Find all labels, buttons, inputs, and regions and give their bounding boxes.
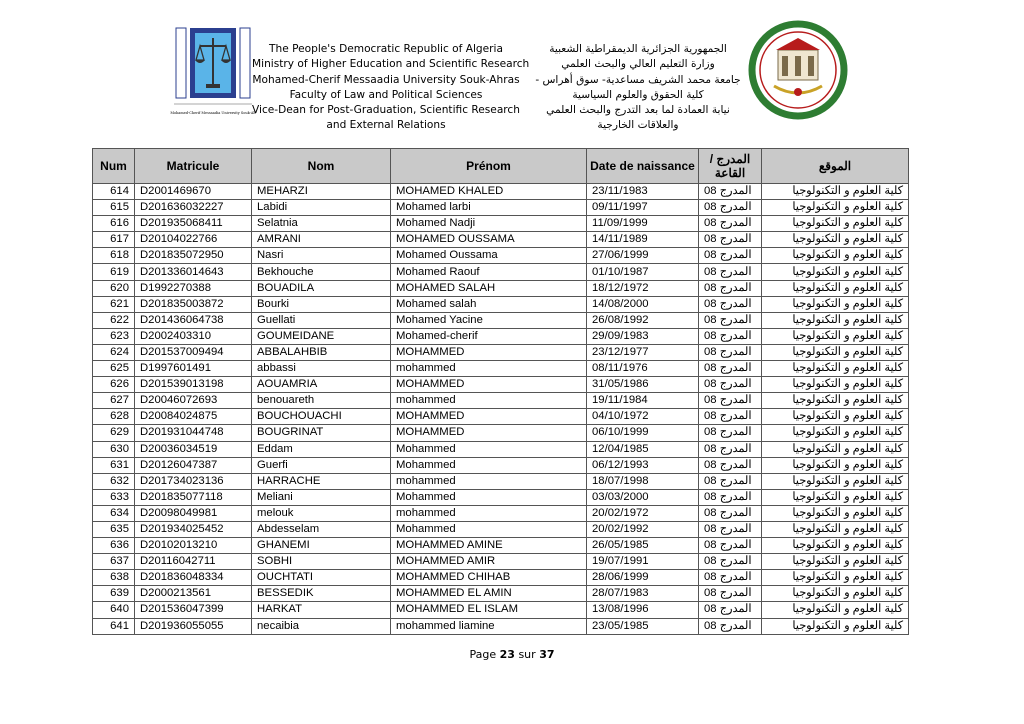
- header-ar-line: وزارة التعليم العالي والبحث العلمي: [561, 58, 715, 71]
- hall-cell: المدرج 08: [699, 489, 762, 505]
- table-row: [93, 473, 909, 489]
- current-page-number: 23: [499, 648, 515, 661]
- nom-cell: BOUADILA: [252, 280, 391, 296]
- prenom-cell: MOHAMED KHALED: [391, 184, 587, 200]
- header-en-line: Ministry of Higher Education and Scientific Research: [252, 58, 530, 71]
- matricule-cell: D201836048334: [135, 570, 252, 586]
- row-number-cell: 634: [93, 505, 135, 521]
- date-of-birth-cell: 14/11/1989: [587, 232, 699, 248]
- nom-cell: melouk: [252, 505, 391, 521]
- prenom-cell: MOHAMMED: [391, 425, 587, 441]
- date-of-birth-cell: 09/11/1997: [587, 200, 699, 216]
- prenom-cell: Mohammed: [391, 457, 587, 473]
- prenom-cell: MOHAMED OUSSAMA: [391, 232, 587, 248]
- prenom-cell: Mohamed Yacine: [391, 312, 587, 328]
- signature-cell: كلية العلوم و التكنولوجيا: [762, 457, 909, 473]
- table-row: [93, 248, 909, 264]
- hall-cell: المدرج 08: [699, 521, 762, 537]
- matricule-cell: D201636032227: [135, 200, 252, 216]
- table-row: [93, 505, 909, 521]
- prenom-cell: MOHAMMED: [391, 377, 587, 393]
- date-of-birth-cell: 18/12/1972: [587, 280, 699, 296]
- matricule-cell: D201935068411: [135, 216, 252, 232]
- header-en-line: Vice-Dean for Post-Graduation, Scientific Research: [252, 104, 520, 117]
- prenom-cell: MOHAMMED CHIHAB: [391, 570, 587, 586]
- table-body: [93, 184, 909, 635]
- header-en-line: Mohamed-Cherif Messaadia University Souk-Ahras: [252, 73, 520, 86]
- matricule-cell: D2000213561: [135, 586, 252, 602]
- prenom-cell: Mohamed larbi: [391, 200, 587, 216]
- nom-cell: Nasri: [252, 248, 391, 264]
- nom-cell: Labidi: [252, 200, 391, 216]
- matricule-cell: D1992270388: [135, 280, 252, 296]
- nom-cell: Selatnia: [252, 216, 391, 232]
- row-number-cell: 638: [93, 570, 135, 586]
- table-row: [93, 457, 909, 473]
- table-row: [93, 393, 909, 409]
- hall-cell: المدرج 08: [699, 344, 762, 360]
- signature-cell: كلية العلوم و التكنولوجيا: [762, 312, 909, 328]
- table-row: [93, 377, 909, 393]
- date-of-birth-cell: 11/09/1999: [587, 216, 699, 232]
- header-ar-line: كلية الحقوق والعلوم السياسية: [572, 88, 704, 101]
- date-of-birth-cell: 28/06/1999: [587, 570, 699, 586]
- row-number-cell: 621: [93, 296, 135, 312]
- table-row: [93, 489, 909, 505]
- signature-cell: كلية العلوم و التكنولوجيا: [762, 200, 909, 216]
- university-logo-caption: Mohamed-Cherif Messaadia University Souk-Ah: [170, 111, 256, 115]
- table-row: [93, 602, 909, 618]
- nom-cell: Abdesselam: [252, 521, 391, 537]
- header-english: [252, 42, 530, 134]
- row-number-cell: 641: [93, 618, 135, 634]
- hall-cell: المدرج 08: [699, 554, 762, 570]
- date-of-birth-cell: 23/12/1977: [587, 344, 699, 360]
- prenom-cell: Mohammed: [391, 489, 587, 505]
- table-row: [93, 328, 909, 344]
- date-of-birth-cell: 12/04/1985: [587, 441, 699, 457]
- nom-cell: Meliani: [252, 489, 391, 505]
- matricule-cell: D201536047399: [135, 602, 252, 618]
- header-en-line: and External Relations: [326, 119, 446, 132]
- signature-cell: كلية العلوم و التكنولوجيا: [762, 586, 909, 602]
- signature-cell: كلية العلوم و التكنولوجيا: [762, 409, 909, 425]
- nom-cell: MEHARZI: [252, 184, 391, 200]
- matricule-cell: D2001469670: [135, 184, 252, 200]
- matricule-cell: D201835072950: [135, 248, 252, 264]
- prenom-cell: mohammed: [391, 505, 587, 521]
- prenom-cell: mohammed: [391, 473, 587, 489]
- nom-cell: necaibia: [252, 618, 391, 634]
- row-number-cell: 624: [93, 344, 135, 360]
- nom-cell: AMRANI: [252, 232, 391, 248]
- nom-cell: Guellati: [252, 312, 391, 328]
- prenom-cell: MOHAMED SALAH: [391, 280, 587, 296]
- nom-cell: benouareth: [252, 393, 391, 409]
- prenom-cell: Mohammed: [391, 521, 587, 537]
- signature-cell: كلية العلوم و التكنولوجيا: [762, 554, 909, 570]
- date-of-birth-cell: 14/08/2000: [587, 296, 699, 312]
- date-of-birth-cell: 26/08/1992: [587, 312, 699, 328]
- row-number-cell: 615: [93, 200, 135, 216]
- row-number-cell: 625: [93, 361, 135, 377]
- hall-cell: المدرج 08: [699, 232, 762, 248]
- matricule-cell: D201436064738: [135, 312, 252, 328]
- date-of-birth-cell: 03/03/2000: [587, 489, 699, 505]
- signature-cell: كلية العلوم و التكنولوجيا: [762, 425, 909, 441]
- page-separator: sur: [518, 648, 536, 661]
- hall-cell: المدرج 08: [699, 473, 762, 489]
- row-number-cell: 630: [93, 441, 135, 457]
- table-row: [93, 280, 909, 296]
- date-of-birth-cell: 26/05/1985: [587, 538, 699, 554]
- date-of-birth-cell: 06/10/1999: [587, 425, 699, 441]
- row-number-cell: 616: [93, 216, 135, 232]
- signature-cell: كلية العلوم و التكنولوجيا: [762, 248, 909, 264]
- table-row: [93, 344, 909, 360]
- hall-cell: المدرج 08: [699, 361, 762, 377]
- matricule-cell: D1997601491: [135, 361, 252, 377]
- matricule-cell: D20126047387: [135, 457, 252, 473]
- signature-cell: كلية العلوم و التكنولوجيا: [762, 393, 909, 409]
- row-number-cell: 629: [93, 425, 135, 441]
- prenom-cell: Mohamed Oussama: [391, 248, 587, 264]
- prenom-cell: mohammed liamine: [391, 618, 587, 634]
- matricule-cell: D20104022766: [135, 232, 252, 248]
- header-en-line: The People's Democratic Republic of Algeria: [269, 43, 503, 55]
- column-header-nom: Nom: [252, 149, 391, 184]
- prenom-cell: MOHAMMED EL AMIN: [391, 586, 587, 602]
- header-arabic: [532, 42, 744, 134]
- nom-cell: OUCHTATI: [252, 570, 391, 586]
- table-row: [93, 441, 909, 457]
- hall-cell: المدرج 08: [699, 602, 762, 618]
- table-row: [93, 586, 909, 602]
- hall-cell: المدرج 08: [699, 505, 762, 521]
- date-of-birth-cell: 23/05/1985: [587, 618, 699, 634]
- matricule-cell: D20036034519: [135, 441, 252, 457]
- hall-cell: المدرج 08: [699, 328, 762, 344]
- header-ar-line: الجمهورية الجزائرية الديمقراطية الشعبية: [549, 43, 727, 55]
- date-of-birth-cell: 29/09/1983: [587, 328, 699, 344]
- table-row: [93, 618, 909, 634]
- hall-cell: المدرج 08: [699, 312, 762, 328]
- signature-cell: كلية العلوم و التكنولوجيا: [762, 473, 909, 489]
- matricule-cell: D201936055055: [135, 618, 252, 634]
- row-number-cell: 640: [93, 602, 135, 618]
- prenom-cell: MOHAMMED AMIR: [391, 554, 587, 570]
- date-of-birth-cell: 19/07/1991: [587, 554, 699, 570]
- row-number-cell: 631: [93, 457, 135, 473]
- row-number-cell: 635: [93, 521, 135, 537]
- hall-cell: المدرج 08: [699, 409, 762, 425]
- table-row: [93, 570, 909, 586]
- faculty-seal-logo-icon: [748, 20, 848, 120]
- signature-cell: كلية العلوم و التكنولوجيا: [762, 232, 909, 248]
- prenom-cell: MOHAMMED EL ISLAM: [391, 602, 587, 618]
- hall-cell: المدرج 08: [699, 248, 762, 264]
- header-en-line: Faculty of Law and Political Sciences: [289, 88, 483, 101]
- date-of-birth-cell: 04/10/1972: [587, 409, 699, 425]
- faculty-logo: [748, 20, 848, 120]
- date-of-birth-cell: 20/02/1992: [587, 521, 699, 537]
- nom-cell: Eddam: [252, 441, 391, 457]
- page-label: Page: [469, 648, 497, 661]
- date-of-birth-cell: 28/07/1983: [587, 586, 699, 602]
- nom-cell: abbassi: [252, 361, 391, 377]
- hall-cell: المدرج 08: [699, 216, 762, 232]
- page-footer: [0, 648, 1024, 661]
- column-header-hall: المدرج / القاعة: [699, 149, 762, 184]
- nom-cell: GOUMEIDANE: [252, 328, 391, 344]
- signature-cell: كلية العلوم و التكنولوجيا: [762, 264, 909, 280]
- table-row: [93, 232, 909, 248]
- row-number-cell: 617: [93, 232, 135, 248]
- matricule-cell: D201537009494: [135, 344, 252, 360]
- matricule-cell: D201835003872: [135, 296, 252, 312]
- row-number-cell: 614: [93, 184, 135, 200]
- prenom-cell: Mohamed Nadji: [391, 216, 587, 232]
- table-row: [93, 538, 909, 554]
- table-row: [93, 264, 909, 280]
- hall-cell: المدرج 08: [699, 393, 762, 409]
- date-of-birth-cell: 18/07/1998: [587, 473, 699, 489]
- nom-cell: Bourki: [252, 296, 391, 312]
- row-number-cell: 636: [93, 538, 135, 554]
- table-row: [93, 521, 909, 537]
- hall-cell: المدرج 08: [699, 425, 762, 441]
- row-number-cell: 639: [93, 586, 135, 602]
- hall-cell: المدرج 08: [699, 264, 762, 280]
- row-number-cell: 632: [93, 473, 135, 489]
- hall-cell: المدرج 08: [699, 280, 762, 296]
- row-number-cell: 626: [93, 377, 135, 393]
- signature-cell: كلية العلوم و التكنولوجيا: [762, 521, 909, 537]
- signature-cell: كلية العلوم و التكنولوجيا: [762, 344, 909, 360]
- matricule-cell: D20098049981: [135, 505, 252, 521]
- date-of-birth-cell: 06/12/1993: [587, 457, 699, 473]
- signature-cell: كلية العلوم و التكنولوجيا: [762, 184, 909, 200]
- row-number-cell: 619: [93, 264, 135, 280]
- hall-cell: المدرج 08: [699, 586, 762, 602]
- table-row: [93, 296, 909, 312]
- table-row: [93, 312, 909, 328]
- nom-cell: HARRACHE: [252, 473, 391, 489]
- nom-cell: Bekhouche: [252, 264, 391, 280]
- column-header-num: Num: [93, 149, 135, 184]
- row-number-cell: 620: [93, 280, 135, 296]
- header-ar-line: نيابة العمادة لما بعد التدرج والبحث العلمي والعلاقات الخارجية: [546, 104, 730, 132]
- hall-cell: المدرج 08: [699, 296, 762, 312]
- matricule-cell: D201336014643: [135, 264, 252, 280]
- university-scales-logo-icon: [170, 24, 256, 120]
- date-of-birth-cell: 23/11/1983: [587, 184, 699, 200]
- row-number-cell: 628: [93, 409, 135, 425]
- date-of-birth-cell: 01/10/1987: [587, 264, 699, 280]
- prenom-cell: Mohamed-cherif: [391, 328, 587, 344]
- table-row: [93, 425, 909, 441]
- column-header-matricule: Matricule: [135, 149, 252, 184]
- matricule-cell: D201835077118: [135, 489, 252, 505]
- matricule-cell: D201539013198: [135, 377, 252, 393]
- nom-cell: BESSEDIK: [252, 586, 391, 602]
- nom-cell: SOBHI: [252, 554, 391, 570]
- prenom-cell: mohammed: [391, 393, 587, 409]
- date-of-birth-cell: 31/05/1986: [587, 377, 699, 393]
- signature-cell: كلية العلوم و التكنولوجيا: [762, 328, 909, 344]
- table-row: [93, 409, 909, 425]
- signature-cell: كلية العلوم و التكنولوجيا: [762, 296, 909, 312]
- row-number-cell: 623: [93, 328, 135, 344]
- university-logo: [170, 24, 256, 120]
- signature-cell: كلية العلوم و التكنولوجيا: [762, 570, 909, 586]
- prenom-cell: Mohamed salah: [391, 296, 587, 312]
- table-row: [93, 216, 909, 232]
- prenom-cell: MOHAMMED AMINE: [391, 538, 587, 554]
- hall-cell: المدرج 08: [699, 618, 762, 634]
- nom-cell: BOUCHOUACHI: [252, 409, 391, 425]
- nom-cell: ABBALAHBIB: [252, 344, 391, 360]
- column-header-prenom: Prénom: [391, 149, 587, 184]
- hall-cell: المدرج 08: [699, 184, 762, 200]
- signature-cell: كلية العلوم و التكنولوجيا: [762, 216, 909, 232]
- signature-cell: كلية العلوم و التكنولوجيا: [762, 538, 909, 554]
- signature-cell: كلية العلوم و التكنولوجيا: [762, 489, 909, 505]
- prenom-cell: MOHAMMED: [391, 344, 587, 360]
- table-row: [93, 554, 909, 570]
- matricule-cell: D201734023136: [135, 473, 252, 489]
- nom-cell: GHANEMI: [252, 538, 391, 554]
- prenom-cell: Mohammed: [391, 441, 587, 457]
- matricule-cell: D201934025452: [135, 521, 252, 537]
- row-number-cell: 622: [93, 312, 135, 328]
- date-of-birth-cell: 08/11/1976: [587, 361, 699, 377]
- total-pages-number: 37: [539, 648, 555, 661]
- date-of-birth-cell: 19/11/1984: [587, 393, 699, 409]
- signature-cell: كلية العلوم و التكنولوجيا: [762, 280, 909, 296]
- table-row: [93, 200, 909, 216]
- signature-cell: كلية العلوم و التكنولوجيا: [762, 377, 909, 393]
- hall-cell: المدرج 08: [699, 457, 762, 473]
- signature-cell: كلية العلوم و التكنولوجيا: [762, 602, 909, 618]
- signature-cell: كلية العلوم و التكنولوجيا: [762, 441, 909, 457]
- matricule-cell: D201931044748: [135, 425, 252, 441]
- hall-cell: المدرج 08: [699, 538, 762, 554]
- matricule-cell: D20046072693: [135, 393, 252, 409]
- nom-cell: BOUGRINAT: [252, 425, 391, 441]
- matricule-cell: D20116042711: [135, 554, 252, 570]
- date-of-birth-cell: 20/02/1972: [587, 505, 699, 521]
- nom-cell: AOUAMRIA: [252, 377, 391, 393]
- table-row: [93, 361, 909, 377]
- row-number-cell: 627: [93, 393, 135, 409]
- matricule-cell: D20084024875: [135, 409, 252, 425]
- date-of-birth-cell: 13/08/1996: [587, 602, 699, 618]
- column-header-dob: Date de naissance: [587, 149, 699, 184]
- nom-cell: Guerfi: [252, 457, 391, 473]
- hall-cell: المدرج 08: [699, 200, 762, 216]
- header-ar-line: جامعة محمد الشريف مساعدية- سوق أهراس -: [535, 73, 741, 86]
- matricule-cell: D2002403310: [135, 328, 252, 344]
- column-header-signature: الموقع: [762, 149, 909, 184]
- hall-cell: المدرج 08: [699, 570, 762, 586]
- nom-cell: HARKAT: [252, 602, 391, 618]
- prenom-cell: mohammed: [391, 361, 587, 377]
- signature-cell: كلية العلوم و التكنولوجيا: [762, 618, 909, 634]
- prenom-cell: Mohamed Raouf: [391, 264, 587, 280]
- exam-roster-table: [92, 148, 909, 635]
- signature-cell: كلية العلوم و التكنولوجيا: [762, 505, 909, 521]
- table-header-row: [93, 149, 909, 184]
- table-row: [93, 184, 909, 200]
- hall-cell: المدرج 08: [699, 441, 762, 457]
- signature-cell: كلية العلوم و التكنولوجيا: [762, 361, 909, 377]
- row-number-cell: 618: [93, 248, 135, 264]
- hall-cell: المدرج 08: [699, 377, 762, 393]
- date-of-birth-cell: 27/06/1999: [587, 248, 699, 264]
- row-number-cell: 633: [93, 489, 135, 505]
- prenom-cell: MOHAMMED: [391, 409, 587, 425]
- row-number-cell: 637: [93, 554, 135, 570]
- matricule-cell: D20102013210: [135, 538, 252, 554]
